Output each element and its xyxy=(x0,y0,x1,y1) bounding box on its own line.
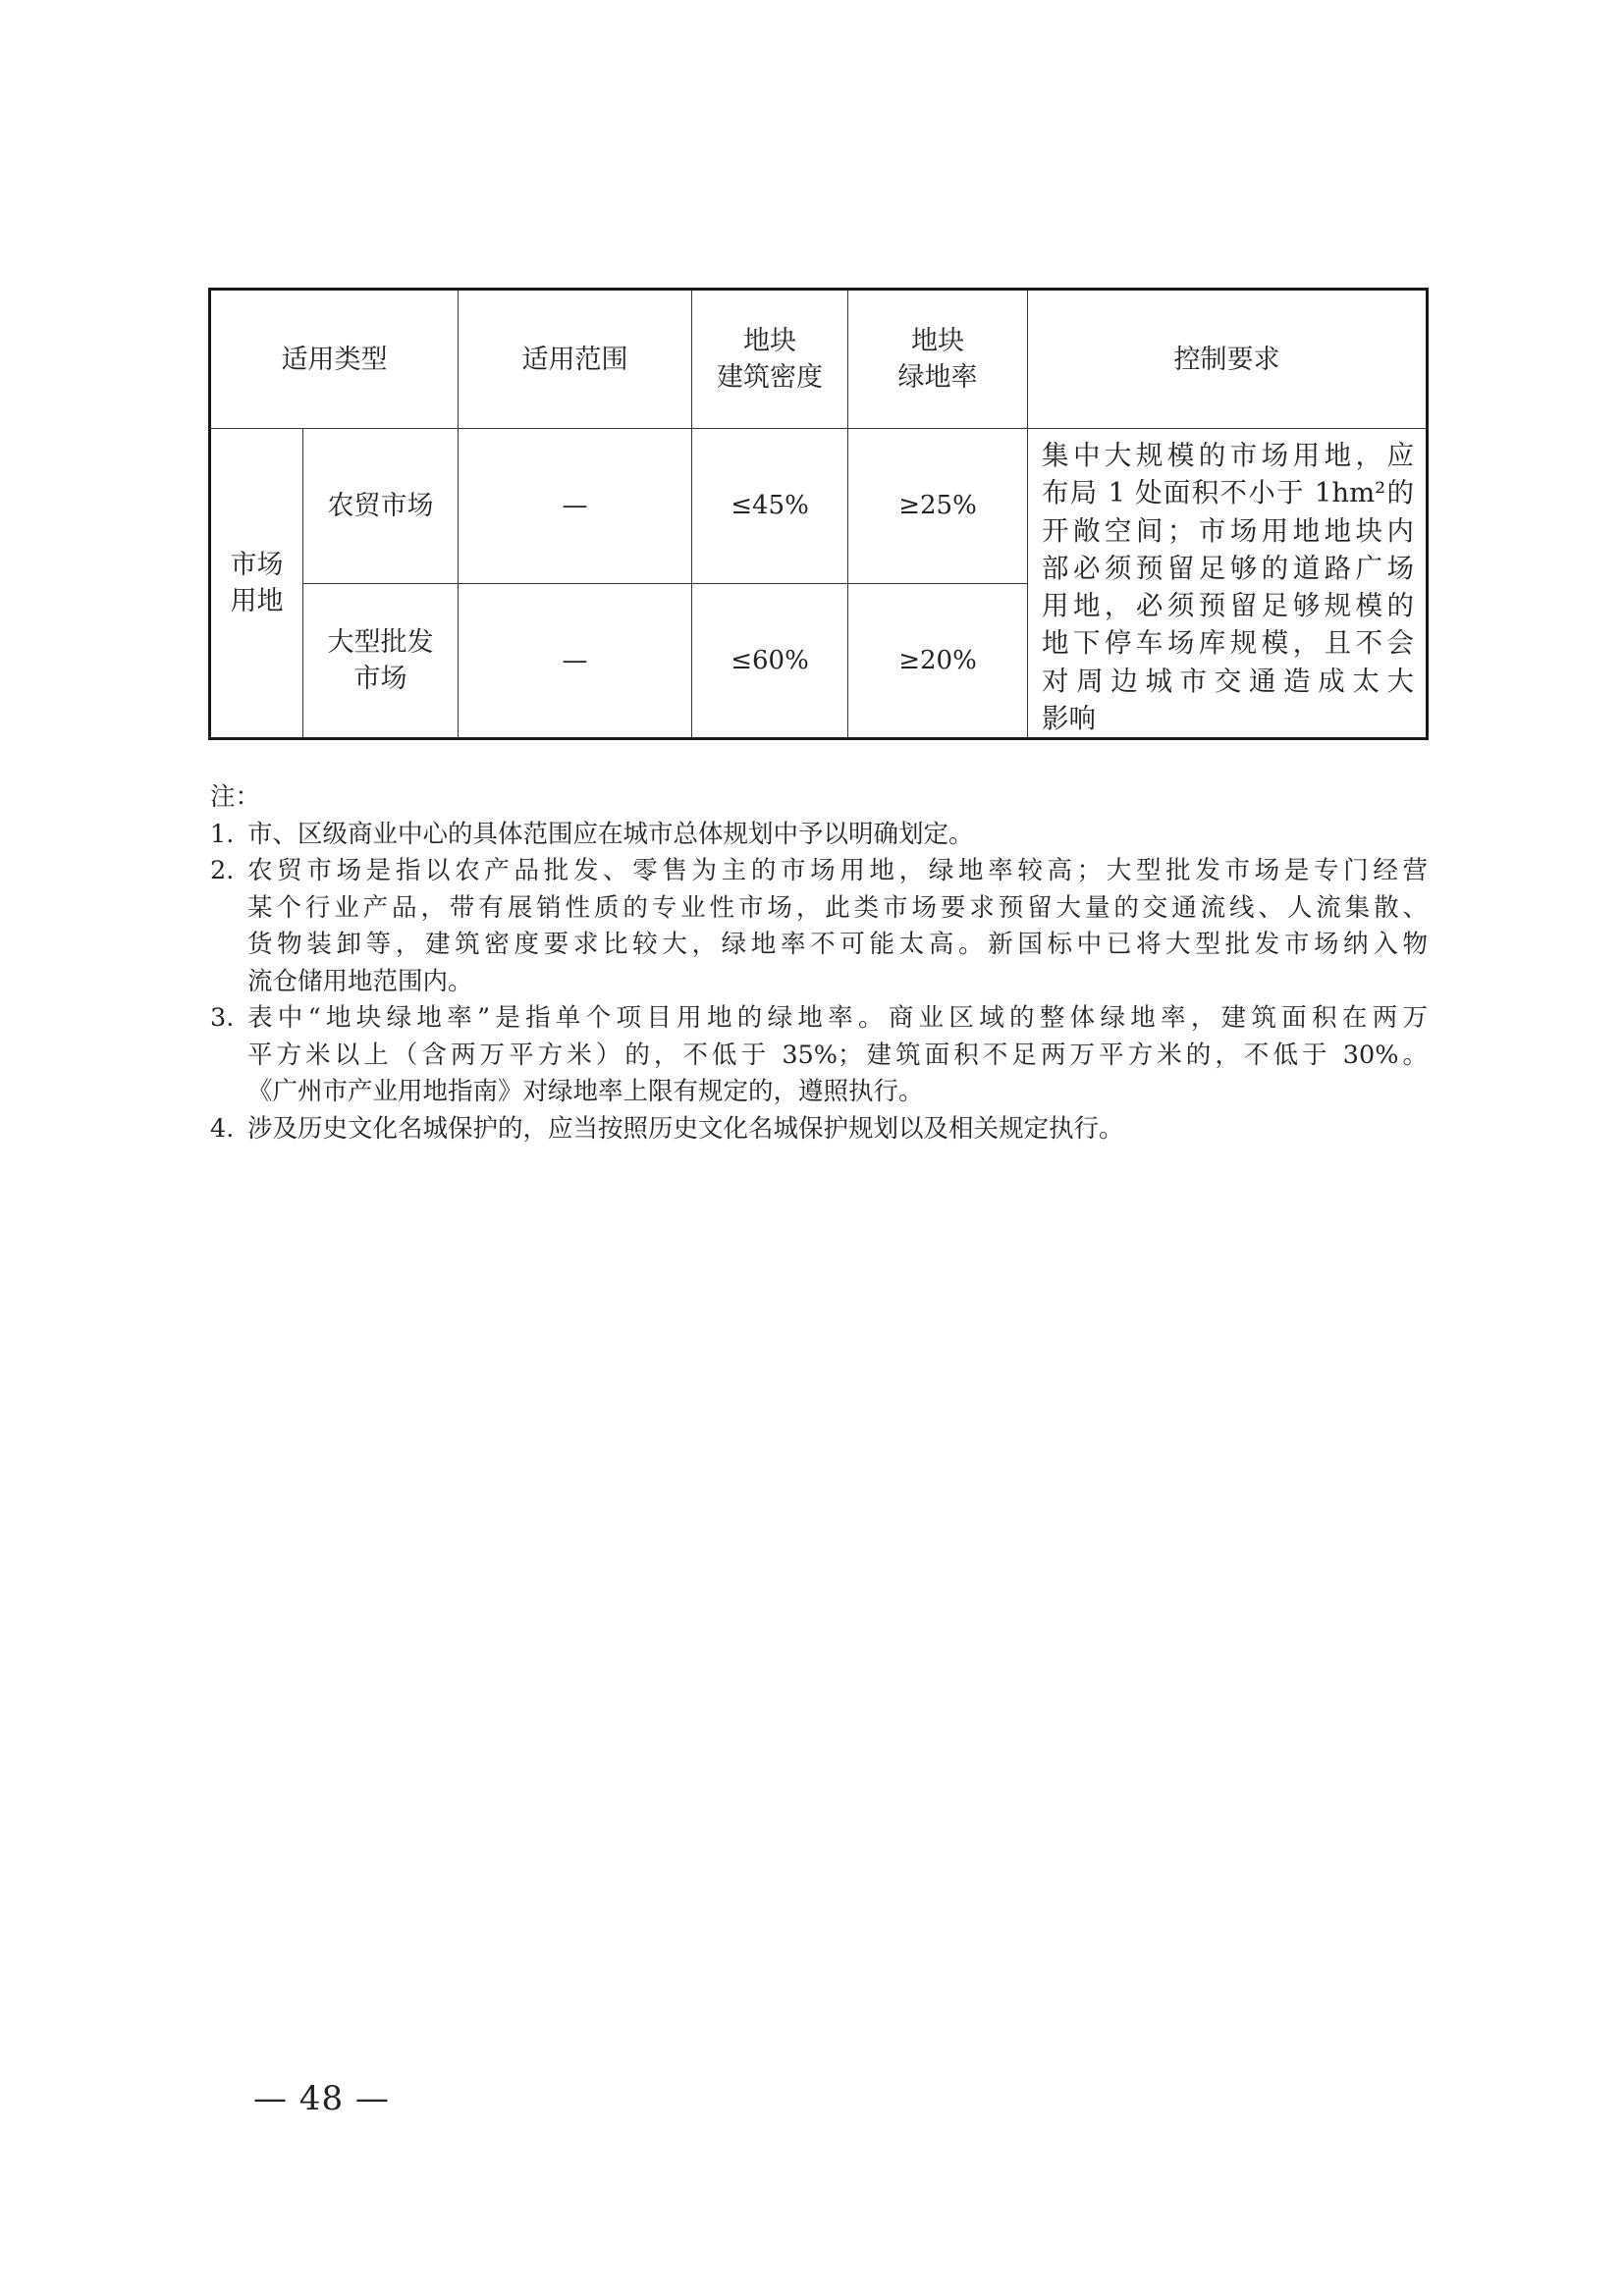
control-requirements-cell xyxy=(1028,429,1428,739)
notes-heading: 注： xyxy=(210,782,261,812)
header-control-requirements: 控制要求 xyxy=(1028,290,1428,429)
note-line: 表中“地块绿地率”是指单个项目用地的绿地率。商业区域的整体绿地率，建筑面积在两万 xyxy=(247,1003,1428,1033)
note-item xyxy=(210,1111,1428,1148)
header-green-ratio xyxy=(848,290,1028,429)
note-line: 某个行业产品，带有展销性质的专业性市场，此类市场要求预留大量的交通流线、人流集散、 xyxy=(247,892,1428,923)
subtype-cell xyxy=(303,429,459,584)
note-line: 平方米以上（含两万平方米）的，不低于 35%；建筑面积不足两万平方米的，不低于 30%。 xyxy=(247,1040,1428,1070)
header-green-ratio-line2: 绿地率 xyxy=(897,362,978,393)
control-line: 影响 xyxy=(1042,703,1096,735)
table-row xyxy=(210,429,1428,584)
note-item xyxy=(210,817,1428,854)
scope-cell: — xyxy=(459,429,692,584)
control-line: 地下停车场库规模，且不会 xyxy=(1042,627,1414,660)
note-line: 流仓储用地范围内。 xyxy=(247,966,473,996)
note-number: 1. xyxy=(210,819,235,849)
control-line: 开敞空间；市场用地地块内 xyxy=(1042,514,1414,547)
density-cell: ≤60% xyxy=(692,584,848,739)
note-line: 货物装卸等，建筑密度要求比较大，绿地率不可能太高。新国标中已将大型批发市场纳入物 xyxy=(247,930,1428,959)
scope-cell: — xyxy=(459,584,692,739)
group-label-line1: 市场 xyxy=(230,550,284,581)
group-label-line2: 用地 xyxy=(230,586,284,617)
note-number: 2. xyxy=(210,856,235,885)
header-building-density-line1: 地块 xyxy=(743,326,796,356)
land-use-control-table xyxy=(208,288,1429,740)
control-line: 用地，必须预留足够规模的 xyxy=(1042,590,1414,622)
header-applicable-scope: 适用范围 xyxy=(459,290,692,429)
note-line: 《广州市产业用地指南》对绿地率上限有规定的，遵照执行。 xyxy=(247,1077,924,1106)
green-ratio-cell: ≥25% xyxy=(848,429,1028,584)
header-green-ratio-line1: 地块 xyxy=(911,326,964,356)
note-line: 涉及历史文化名城保护的，应当按照历史文化名城保护规划以及相关规定执行。 xyxy=(247,1113,1124,1144)
note-number: 4. xyxy=(210,1113,235,1144)
control-line: 部必须预留足够的道路广场 xyxy=(1042,552,1414,584)
subtype-line2: 市场 xyxy=(353,664,407,695)
note-line: 市、区级商业中心的具体范围应在城市总体规划中予以明确划定。 xyxy=(247,819,974,849)
header-building-density xyxy=(692,290,848,429)
notes-section xyxy=(210,779,1428,1148)
control-line: 对周边城市交通造成太大 xyxy=(1042,665,1414,697)
notes-list xyxy=(210,817,1428,1148)
note-number: 3. xyxy=(210,1003,235,1033)
subtype-line1: 农贸市场 xyxy=(327,491,434,522)
header-applicable-type: 适用类型 xyxy=(210,290,459,429)
note-item xyxy=(210,853,1428,1000)
group-market-land xyxy=(210,429,303,739)
note-line: 农贸市场是指以农产品批发、零售为主的市场用地，绿地率较高；大型批发市场是专门经营 xyxy=(247,856,1428,885)
density-cell: ≤45% xyxy=(692,429,848,584)
page-number: — 48 — xyxy=(253,2079,390,2118)
green-ratio-cell: ≥20% xyxy=(848,584,1028,739)
header-building-density-line2: 建筑密度 xyxy=(717,362,823,393)
control-line: 布局 1 处面积不小于 1hm²的 xyxy=(1042,477,1414,509)
subtype-cell xyxy=(303,584,459,739)
control-line: 集中大规模的市场用地，应 xyxy=(1042,440,1414,471)
subtype-line1: 大型批发 xyxy=(327,627,434,659)
note-item xyxy=(210,1000,1428,1111)
